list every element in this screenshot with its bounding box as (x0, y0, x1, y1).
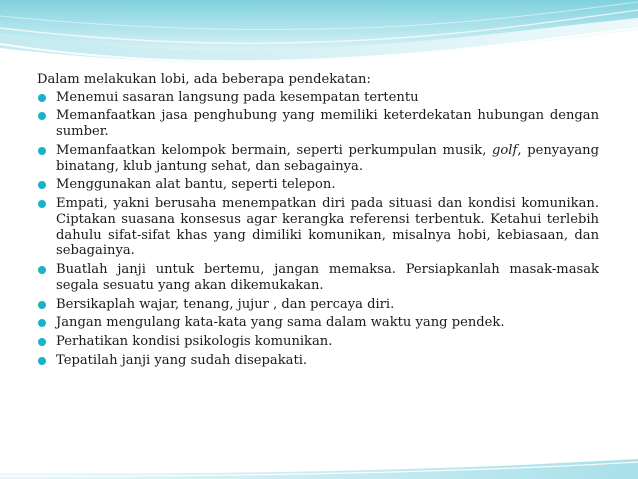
bullet-dot-icon (38, 181, 46, 189)
bullet-item (37, 297, 599, 313)
bullet-item (37, 143, 599, 174)
bullet-dot-icon (38, 147, 46, 155)
header-wave-decoration (0, 0, 638, 70)
bullet-text: Buatlah janji untuk bertemu, jangan memaksa. Persiapkanlah masak-masak segala sesuatu yang akan dikemukakan. (56, 262, 599, 293)
bullet-item (37, 334, 599, 350)
bullet-text: Perhatikan kondisi psikologis komunikan. (56, 334, 333, 350)
bullet-item (37, 353, 599, 369)
bullet-list (37, 90, 599, 369)
bullet-dot-icon (38, 301, 46, 309)
bullet-text-before: Memanfaatkan kelompok bermain, seperti perkumpulan musik, (56, 142, 493, 158)
intro-text: Dalam melakukan lobi, ada beberapa pendekatan: (37, 72, 371, 87)
bullet-item (37, 177, 599, 193)
bullet-text-emphasis: golf (492, 142, 518, 158)
bullet-dot-icon (38, 94, 46, 102)
bullet-dot-icon (38, 266, 46, 274)
bullet-text: Menemui sasaran langsung pada kesempatan tertentu (56, 89, 419, 105)
bullet-text-after: , penyayang binatang, klub jantung sehat, dan sebagainya. (56, 142, 599, 174)
bullet-item (37, 90, 599, 106)
bullet-dot-icon (38, 200, 46, 208)
bullet-item (37, 196, 599, 258)
bullet-dot-icon (38, 357, 46, 365)
bullet-text: Menggunakan alat bantu, seperti telepon. (56, 177, 336, 193)
bullet-text: Jangan mengulang kata-kata yang sama dalam waktu yang pendek. (56, 315, 505, 331)
bullet-item (37, 315, 599, 331)
bullet-dot-icon (38, 338, 46, 346)
bullet-item (37, 262, 599, 293)
footer-wave-decoration (0, 457, 638, 479)
content-area (37, 72, 599, 372)
bullet-text: Tepatilah janji yang sudah disepakati. (56, 353, 308, 369)
bullet-text: Memanfaatkan jasa penghubung yang memiliki keterdekatan hubungan dengan sumber. (56, 108, 599, 140)
bullet-item (37, 108, 599, 139)
bullet-dot-icon (38, 319, 46, 327)
bullet-dot-icon (38, 112, 46, 120)
bullet-text: Bersikaplah wajar, tenang, jujur , dan percaya diri. (56, 296, 395, 312)
bullet-text: Empati, yakni berusaha menempatkan diri pada situasi dan kondisi komunikan. Ciptakan suasana konsesus agar kerangka referensi terbentuk. Ketahui terlebih dahulu sifat-sifat khas yang dimiliki komunikan, misalnya hobi, kebiasaan, dan sebagainya. (56, 196, 599, 259)
